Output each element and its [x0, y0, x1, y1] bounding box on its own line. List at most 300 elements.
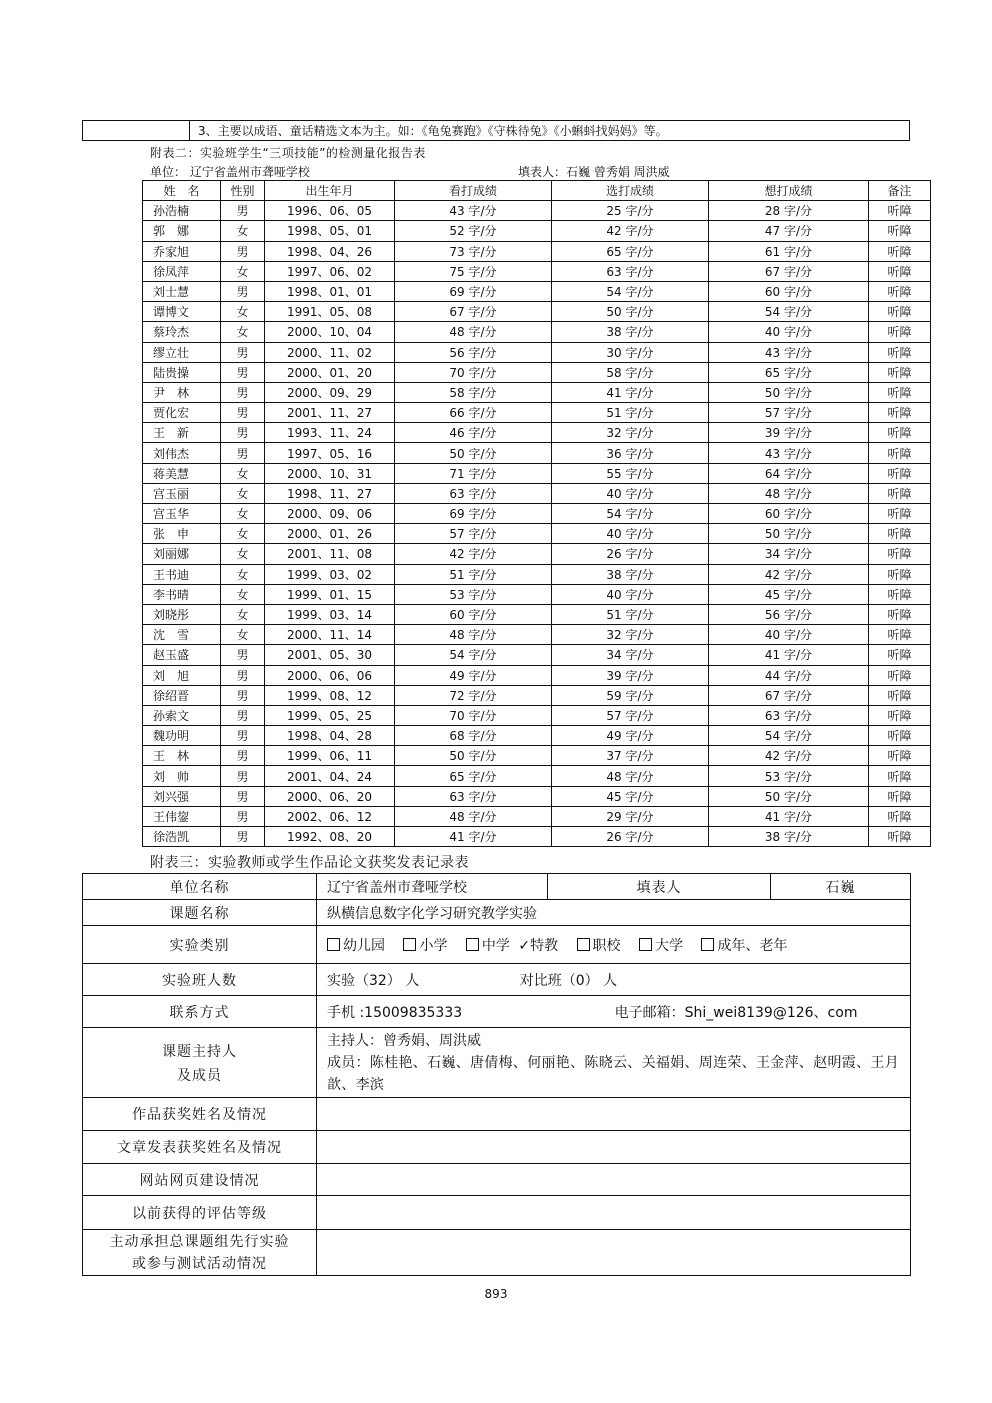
look-typing-score: 71 字/分	[395, 463, 552, 483]
remark: 听障	[869, 645, 931, 665]
remark: 听障	[869, 342, 931, 362]
birth-date: 1998、04、28	[265, 726, 395, 746]
look-typing-score: 63 字/分	[395, 483, 552, 503]
student-name: 刘晓彤	[143, 604, 221, 624]
gender: 男	[221, 705, 265, 725]
gender: 男	[221, 685, 265, 705]
articles-value[interactable]	[317, 1131, 911, 1164]
select-typing-score: 32 字/分	[552, 625, 709, 645]
table-row	[143, 504, 931, 524]
select-typing-score: 26 字/分	[552, 544, 709, 564]
look-typing-score: 73 字/分	[395, 241, 552, 261]
student-name: 蒋美慧	[143, 463, 221, 483]
student-name: 王 林	[143, 746, 221, 766]
count-control: 对比班（0） 人	[519, 972, 618, 989]
table-row	[143, 827, 931, 847]
think-typing-score: 61 字/分	[709, 241, 869, 261]
table-row	[143, 221, 931, 241]
table-row	[143, 201, 931, 221]
gender: 男	[221, 342, 265, 362]
table-row	[143, 766, 931, 786]
table-row	[143, 261, 931, 281]
gender: 男	[221, 645, 265, 665]
select-typing-score: 40 字/分	[552, 483, 709, 503]
remark: 听障	[869, 625, 931, 645]
gender: 男	[221, 665, 265, 685]
table-row	[143, 322, 931, 342]
birth-date: 2000、06、06	[265, 665, 395, 685]
student-name: 刘伟杰	[143, 443, 221, 463]
top-note: 3、主要以成语、童话精选文本为主。如：《龟兔赛跑》《守株待兔》《小蝌蚪找妈妈》等。	[190, 121, 910, 141]
think-typing-score: 34 字/分	[709, 544, 869, 564]
select-typing-score: 34 字/分	[552, 645, 709, 665]
contact-values	[317, 996, 911, 1028]
student-name: 刘士慧	[143, 281, 221, 301]
website-value[interactable]	[317, 1164, 911, 1196]
think-typing-score: 60 字/分	[709, 504, 869, 524]
select-typing-score: 59 字/分	[552, 685, 709, 705]
select-typing-score: 54 字/分	[552, 281, 709, 301]
table2-unit: 单位： 辽宁省盖州市聋哑学校	[150, 165, 310, 179]
gender: 女	[221, 483, 265, 503]
student-name: 贾化宏	[143, 403, 221, 423]
birth-date: 1998、05、01	[265, 221, 395, 241]
table-row	[143, 342, 931, 362]
look-typing-score: 69 字/分	[395, 504, 552, 524]
remark: 听障	[869, 261, 931, 281]
table-header-cell: 性别	[221, 181, 265, 201]
birth-date: 2000、01、20	[265, 362, 395, 382]
table-row	[143, 625, 931, 645]
remark: 听障	[869, 524, 931, 544]
birth-date: 2001、11、08	[265, 544, 395, 564]
student-name: 徐凤萍	[143, 261, 221, 281]
gender: 女	[221, 261, 265, 281]
look-typing-score: 60 字/分	[395, 604, 552, 624]
table-row	[143, 665, 931, 685]
gender: 男	[221, 443, 265, 463]
remark: 听障	[869, 705, 931, 725]
table-header-cell: 看打成绩	[395, 181, 552, 201]
gender: 女	[221, 322, 265, 342]
select-typing-score: 38 字/分	[552, 564, 709, 584]
unit-label: 单位名称	[83, 874, 317, 900]
select-typing-score: 50 字/分	[552, 302, 709, 322]
look-typing-score: 49 字/分	[395, 665, 552, 685]
think-typing-score: 54 字/分	[709, 726, 869, 746]
look-typing-score: 56 字/分	[395, 342, 552, 362]
table-row	[143, 403, 931, 423]
look-typing-score: 67 字/分	[395, 302, 552, 322]
look-typing-score: 46 字/分	[395, 423, 552, 443]
table-row	[143, 604, 931, 624]
think-typing-score: 45 字/分	[709, 584, 869, 604]
gender: 女	[221, 604, 265, 624]
topic-value: 纵横信息数字化学习研究教学实验	[317, 900, 911, 926]
student-name: 张 申	[143, 524, 221, 544]
think-typing-score: 42 字/分	[709, 564, 869, 584]
birth-date: 1998、11、27	[265, 483, 395, 503]
student-name: 刘 帅	[143, 766, 221, 786]
select-typing-score: 58 字/分	[552, 362, 709, 382]
gender: 男	[221, 766, 265, 786]
topic-label: 课题名称	[83, 900, 317, 926]
select-typing-score: 55 字/分	[552, 463, 709, 483]
think-typing-score: 40 字/分	[709, 625, 869, 645]
select-typing-score: 40 字/分	[552, 524, 709, 544]
host-values	[317, 1028, 911, 1098]
table-header-cell: 选打成绩	[552, 181, 709, 201]
birth-date: 1998、04、26	[265, 241, 395, 261]
look-typing-score: 75 字/分	[395, 261, 552, 281]
count-values	[317, 964, 911, 996]
table-row	[143, 806, 931, 826]
look-typing-score: 48 字/分	[395, 322, 552, 342]
birth-date: 1999、03、02	[265, 564, 395, 584]
think-typing-score: 54 字/分	[709, 302, 869, 322]
gender: 男	[221, 746, 265, 766]
category-special-ed: 特教	[530, 937, 559, 954]
look-typing-score: 58 字/分	[395, 382, 552, 402]
birth-date: 2000、09、29	[265, 382, 395, 402]
category-middle: 中学	[481, 937, 510, 954]
table-row	[143, 685, 931, 705]
birth-date: 1997、06、02	[265, 261, 395, 281]
table-row	[143, 241, 931, 261]
table-row	[143, 463, 931, 483]
skills-report-table	[142, 180, 931, 847]
select-typing-score: 25 字/分	[552, 201, 709, 221]
birth-date: 2000、11、02	[265, 342, 395, 362]
think-typing-score: 41 字/分	[709, 645, 869, 665]
think-typing-score: 47 字/分	[709, 221, 869, 241]
look-typing-score: 53 字/分	[395, 584, 552, 604]
articles-label: 文章发表获奖姓名及情况	[83, 1131, 317, 1164]
think-typing-score: 50 字/分	[709, 524, 869, 544]
category-vocational: 职校	[592, 937, 621, 954]
select-typing-score: 45 字/分	[552, 786, 709, 806]
student-name: 刘 旭	[143, 665, 221, 685]
look-typing-score: 48 字/分	[395, 806, 552, 826]
category-label: 实验类别	[83, 926, 317, 964]
count-experiment: 实验（32） 人	[327, 972, 420, 989]
table2-filler: 填表人：石巍 曾秀娟 周洪威	[518, 165, 670, 179]
top-note-table	[82, 120, 910, 141]
gender: 女	[221, 544, 265, 564]
look-typing-score: 48 字/分	[395, 625, 552, 645]
remark: 听障	[869, 564, 931, 584]
table-row	[143, 302, 931, 322]
contact-label: 联系方式	[83, 996, 317, 1028]
remark: 听障	[869, 766, 931, 786]
remark: 听障	[869, 322, 931, 342]
table3-caption: 附表三：实验教师或学生作品论文获奖发表记录表	[150, 855, 469, 871]
think-typing-score: 38 字/分	[709, 827, 869, 847]
category-university: 大学	[655, 937, 683, 954]
check-mark-icon: ✓	[518, 937, 531, 954]
remark: 听障	[869, 241, 931, 261]
birth-date: 1997、05、16	[265, 443, 395, 463]
think-typing-score: 60 字/分	[709, 281, 869, 301]
remark: 听障	[869, 423, 931, 443]
think-typing-score: 50 字/分	[709, 382, 869, 402]
top-note-empty-cell	[83, 121, 190, 141]
remark: 听障	[869, 827, 931, 847]
think-typing-score: 41 字/分	[709, 806, 869, 826]
select-typing-score: 63 字/分	[552, 261, 709, 281]
select-typing-score: 57 字/分	[552, 705, 709, 725]
gender: 男	[221, 786, 265, 806]
student-name: 徐绍晋	[143, 685, 221, 705]
gender: 女	[221, 625, 265, 645]
remark: 听障	[869, 362, 931, 382]
table-row	[143, 382, 931, 402]
birth-date: 1999、01、15	[265, 584, 395, 604]
table-row	[143, 483, 931, 503]
birth-date: 1999、03、14	[265, 604, 395, 624]
works-label: 作品获奖姓名及情况	[83, 1098, 317, 1131]
table-row	[143, 281, 931, 301]
look-typing-score: 43 字/分	[395, 201, 552, 221]
table-row	[143, 524, 931, 544]
look-typing-score: 66 字/分	[395, 403, 552, 423]
website-label: 网站网页建设情况	[83, 1164, 317, 1196]
birth-date: 1996、06、05	[265, 201, 395, 221]
gender: 女	[221, 504, 265, 524]
remark: 听障	[869, 201, 931, 221]
select-typing-score: 32 字/分	[552, 423, 709, 443]
table-row	[143, 726, 931, 746]
birth-date: 1993、11、24	[265, 423, 395, 443]
checkbox-vocational[interactable]	[577, 938, 590, 951]
table-body	[143, 201, 931, 847]
remark: 听障	[869, 221, 931, 241]
remark: 听障	[869, 786, 931, 806]
table-header-row	[143, 181, 931, 201]
look-typing-score: 50 字/分	[395, 443, 552, 463]
table-row	[143, 362, 931, 382]
look-typing-score: 68 字/分	[395, 726, 552, 746]
student-name: 刘丽娜	[143, 544, 221, 564]
birth-date: 2001、04、24	[265, 766, 395, 786]
remark: 听障	[869, 726, 931, 746]
host-line: 主持人：曾秀娟、周洪威	[327, 1032, 481, 1049]
table-row	[143, 564, 931, 584]
page-number: 893	[484, 1287, 508, 1301]
select-typing-score: 49 字/分	[552, 726, 709, 746]
gender: 男	[221, 382, 265, 402]
birth-date: 2000、11、14	[265, 625, 395, 645]
gender: 女	[221, 584, 265, 604]
student-name: 宫玉华	[143, 504, 221, 524]
rating-value[interactable]	[317, 1196, 911, 1230]
email-address: 电子邮箱：Shi_wei8139@126、com	[614, 1004, 858, 1021]
student-name: 蔡玲杰	[143, 322, 221, 342]
table-header-cell: 备注	[869, 181, 931, 201]
table-header-cell: 想打成绩	[709, 181, 869, 201]
select-typing-score: 29 字/分	[552, 806, 709, 826]
student-name: 王 新	[143, 423, 221, 443]
rating-label: 以前获得的评估等级	[83, 1196, 317, 1230]
remark: 听障	[869, 443, 931, 463]
look-typing-score: 41 字/分	[395, 827, 552, 847]
checkbox-middle[interactable]	[466, 938, 479, 951]
select-typing-score: 30 字/分	[552, 342, 709, 362]
birth-date: 2002、06、12	[265, 806, 395, 826]
checkbox-primary[interactable]	[403, 938, 416, 951]
look-typing-score: 69 字/分	[395, 281, 552, 301]
remark: 听障	[869, 483, 931, 503]
award-record-table	[82, 873, 911, 1276]
think-typing-score: 42 字/分	[709, 746, 869, 766]
remark: 听障	[869, 746, 931, 766]
student-name: 宫玉丽	[143, 483, 221, 503]
select-typing-score: 38 字/分	[552, 322, 709, 342]
think-typing-score: 67 字/分	[709, 261, 869, 281]
host-label-line1: 课题主持人	[162, 1043, 237, 1060]
student-name: 尹 林	[143, 382, 221, 402]
gender: 女	[221, 524, 265, 544]
student-name: 郭 娜	[143, 221, 221, 241]
phone-number: 手机 :15009835333	[327, 1004, 463, 1021]
student-name: 李书晴	[143, 584, 221, 604]
checkbox-university[interactable]	[639, 938, 652, 951]
birth-date: 2001、11、27	[265, 403, 395, 423]
remark: 听障	[869, 806, 931, 826]
think-typing-score: 28 字/分	[709, 201, 869, 221]
select-typing-score: 40 字/分	[552, 584, 709, 604]
think-typing-score: 48 字/分	[709, 483, 869, 503]
gender: 男	[221, 726, 265, 746]
student-name: 刘兴强	[143, 786, 221, 806]
look-typing-score: 63 字/分	[395, 786, 552, 806]
remark: 听障	[869, 302, 931, 322]
birth-date: 1998、01、01	[265, 281, 395, 301]
gender: 男	[221, 241, 265, 261]
student-name: 魏功明	[143, 726, 221, 746]
gender: 男	[221, 362, 265, 382]
look-typing-score: 72 字/分	[395, 685, 552, 705]
lead-label-line2: 或参与测试活动情况	[132, 1255, 267, 1272]
gender: 男	[221, 201, 265, 221]
look-typing-score: 65 字/分	[395, 766, 552, 786]
student-name: 陆贵操	[143, 362, 221, 382]
student-name: 徐浩凯	[143, 827, 221, 847]
look-typing-score: 52 字/分	[395, 221, 552, 241]
table-row	[143, 584, 931, 604]
look-typing-score: 70 字/分	[395, 362, 552, 382]
select-typing-score: 54 字/分	[552, 504, 709, 524]
birth-date: 2000、01、26	[265, 524, 395, 544]
checkbox-adult[interactable]	[701, 938, 714, 951]
category-kindergarten: 幼儿园	[343, 937, 385, 954]
think-typing-score: 40 字/分	[709, 322, 869, 342]
birth-date: 1999、06、11	[265, 746, 395, 766]
remark: 听障	[869, 281, 931, 301]
birth-date: 2000、06、20	[265, 786, 395, 806]
table-row	[143, 746, 931, 766]
think-typing-score: 67 字/分	[709, 685, 869, 705]
checkbox-kindergarten[interactable]	[327, 938, 340, 951]
gender: 女	[221, 221, 265, 241]
table-header-cell: 出生年月	[265, 181, 395, 201]
select-typing-score: 48 字/分	[552, 766, 709, 786]
works-value[interactable]	[317, 1098, 911, 1131]
think-typing-score: 39 字/分	[709, 423, 869, 443]
table-row	[143, 544, 931, 564]
birth-date: 1991、05、08	[265, 302, 395, 322]
gender: 男	[221, 281, 265, 301]
table-row	[143, 423, 931, 443]
birth-date: 2000、10、04	[265, 322, 395, 342]
think-typing-score: 43 字/分	[709, 342, 869, 362]
table-row	[143, 443, 931, 463]
remark: 听障	[869, 685, 931, 705]
remark: 听障	[869, 544, 931, 564]
think-typing-score: 43 字/分	[709, 443, 869, 463]
members-line: 成员：陈桂艳、石巍、唐倩梅、何丽艳、陈晓云、关福娟、周连荣、王金萍、赵明霞、王月歆、李滨	[327, 1054, 899, 1093]
gender: 男	[221, 827, 265, 847]
select-typing-score: 39 字/分	[552, 665, 709, 685]
lead-label	[83, 1230, 317, 1276]
student-name: 缪立壮	[143, 342, 221, 362]
lead-label-line1: 主动承担总课题组先行实验	[109, 1233, 290, 1250]
lead-value[interactable]	[317, 1230, 911, 1276]
remark: 听障	[869, 463, 931, 483]
student-name: 孙索文	[143, 705, 221, 725]
look-typing-score: 57 字/分	[395, 524, 552, 544]
host-label-line2: 及成员	[177, 1067, 222, 1084]
birth-date: 2001、05、30	[265, 645, 395, 665]
gender: 男	[221, 403, 265, 423]
table2-caption: 附表二：实验班学生“三项技能”的检测量化报告表	[150, 146, 426, 160]
select-typing-score: 51 字/分	[552, 403, 709, 423]
remark: 听障	[869, 504, 931, 524]
student-name: 王伟鋆	[143, 806, 221, 826]
look-typing-score: 70 字/分	[395, 705, 552, 725]
table-row	[143, 705, 931, 725]
select-typing-score: 51 字/分	[552, 604, 709, 624]
gender: 女	[221, 564, 265, 584]
select-typing-score: 37 字/分	[552, 746, 709, 766]
gender: 男	[221, 806, 265, 826]
table-row	[143, 645, 931, 665]
remark: 听障	[869, 584, 931, 604]
birth-date: 1992、08、20	[265, 827, 395, 847]
think-typing-score: 56 字/分	[709, 604, 869, 624]
table2-unit-line	[150, 163, 930, 180]
think-typing-score: 65 字/分	[709, 362, 869, 382]
gender: 男	[221, 423, 265, 443]
birth-date: 1999、05、25	[265, 705, 395, 725]
think-typing-score: 50 字/分	[709, 786, 869, 806]
category-primary: 小学	[419, 937, 448, 954]
remark: 听障	[869, 382, 931, 402]
birth-date: 2000、09、06	[265, 504, 395, 524]
select-typing-score: 42 字/分	[552, 221, 709, 241]
filler-value: 石巍	[771, 874, 911, 900]
student-name: 王书迪	[143, 564, 221, 584]
birth-date: 2000、10、31	[265, 463, 395, 483]
remark: 听障	[869, 604, 931, 624]
host-label	[83, 1028, 317, 1098]
category-adult: 成年、老年	[717, 937, 788, 954]
student-name: 赵玉盛	[143, 645, 221, 665]
gender: 女	[221, 463, 265, 483]
remark: 听障	[869, 403, 931, 423]
remark: 听障	[869, 665, 931, 685]
think-typing-score: 57 字/分	[709, 403, 869, 423]
